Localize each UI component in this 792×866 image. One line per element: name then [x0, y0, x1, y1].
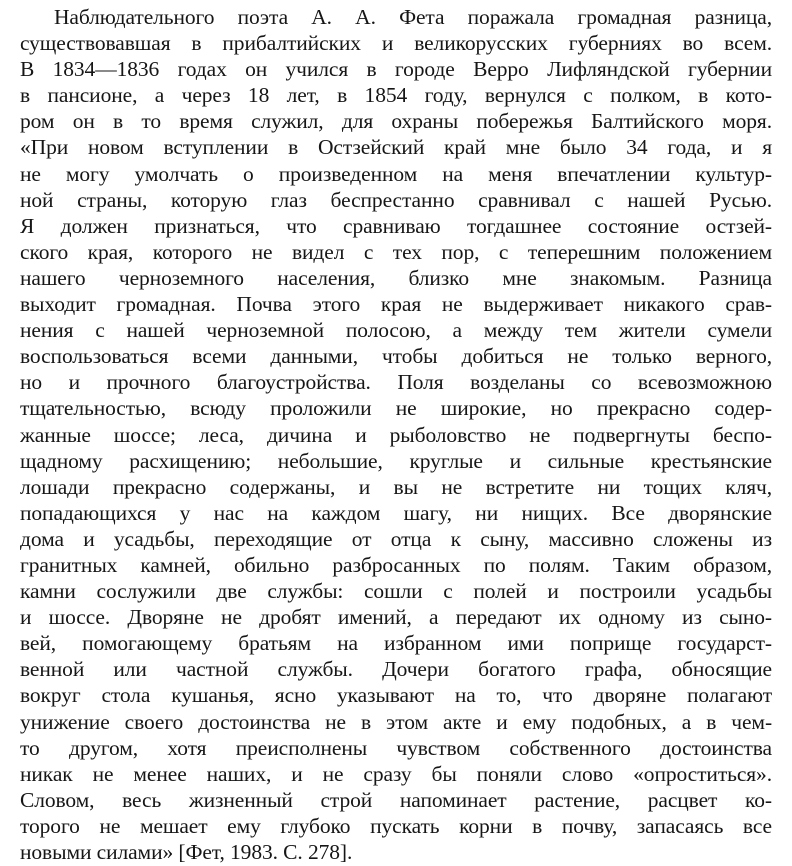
- text-line: щадному расхищению; небольшие, круглые и сильные крестьянские: [20, 448, 772, 473]
- text-line: то другом, хотя преисполнены чувством собственного достоинства: [20, 735, 772, 760]
- text-line: воспользоваться всеми данными, чтобы добиться не только верного,: [20, 344, 772, 369]
- text-line: ной страны, которую глаз беспрестанно сравнивал с нашей Русью.: [20, 187, 772, 212]
- text-line: существовавшая в прибалтийских и великорусских губерниях во всем.: [20, 31, 772, 56]
- text-line: венной или частной службы. Дочери богатого графа, обносящие: [20, 657, 772, 682]
- text-line: Наблюдательного поэта А. А. Фета поражала громадная разница,: [54, 5, 772, 29]
- text-line: торого не мешает ему глубоко пускать корни в почву, запасаясь все: [20, 813, 772, 838]
- text-line: в пансионе, а через 18 лет, в 1854 году, вернулся с полком, в кото-: [20, 83, 772, 108]
- text-line: ского края, которого не видел с тех пор, с теперешним положением: [20, 239, 772, 264]
- text-line: нашего черноземного населения, близко мне знакомым. Разница: [20, 265, 772, 290]
- text-line: но и прочного благоустройства. Поля возделаны со всевозможною: [20, 370, 772, 395]
- text-line: новыми силами» [Фет, 1983. С. 278].: [20, 840, 353, 864]
- text-line: выходит громадная. Почва этого края не выдерживает никакого срав-: [20, 292, 772, 317]
- text-line: попадающихся у нас на каждом шагу, ни нищих. Все дворянские: [20, 500, 772, 525]
- text-line: жанные шоссе; леса, дичина и рыболовство не подвергнуты беспо-: [20, 422, 772, 447]
- text-line: нения с нашей черноземной полосою, а между тем жители сумели: [20, 318, 772, 343]
- text-line: унижение своего достоинства не в этом акте и ему подобных, а в чем-: [20, 709, 772, 734]
- text-line: Я должен признаться, что сравниваю тогдашнее состояние остзей-: [20, 213, 772, 238]
- paragraph: [20, 4, 772, 865]
- text-line: и шоссе. Дворяне не дробят имений, а передают их одному из сыно-: [20, 605, 772, 630]
- text-line: В 1834—1836 годах он учился в городе Верро Лифляндской губернии: [20, 57, 772, 82]
- text-line: вей, помогающему братьям на избранном ими поприще государст-: [20, 631, 772, 656]
- text-line: дома и усадьбы, переходящие от отца к сыну, массивно сложены из: [20, 526, 772, 551]
- text-line: лошади прекрасно содержаны, и вы не встретите ни тощих кляч,: [20, 474, 772, 499]
- text-line: камни сослужили две службы: сошли с полей и построили усадьбы: [20, 579, 772, 604]
- text-line: никак не менее наших, и не сразу бы поняли слово «опроститься».: [20, 761, 772, 786]
- text-line: гранитных камней, обильно разбросанных по полям. Таким образом,: [20, 552, 772, 577]
- text-line: вокруг стола кушанья, ясно указывают на то, что дворяне полагают: [20, 683, 772, 708]
- text-line: тщательностью, всюду проложили не широкие, но прекрасно содер-: [20, 396, 772, 421]
- text-line: ром он в то время служил, для охраны побережья Балтийского моря.: [20, 109, 772, 134]
- text-line: «При новом вступлении в Остзейский край мне было 34 года, и я: [20, 135, 772, 160]
- text-line: Словом, весь жизненный строй напоминает растение, расцвет ко-: [20, 787, 772, 812]
- text-line: не могу умолчать о произведенном на меня впечатлении культур-: [20, 161, 772, 186]
